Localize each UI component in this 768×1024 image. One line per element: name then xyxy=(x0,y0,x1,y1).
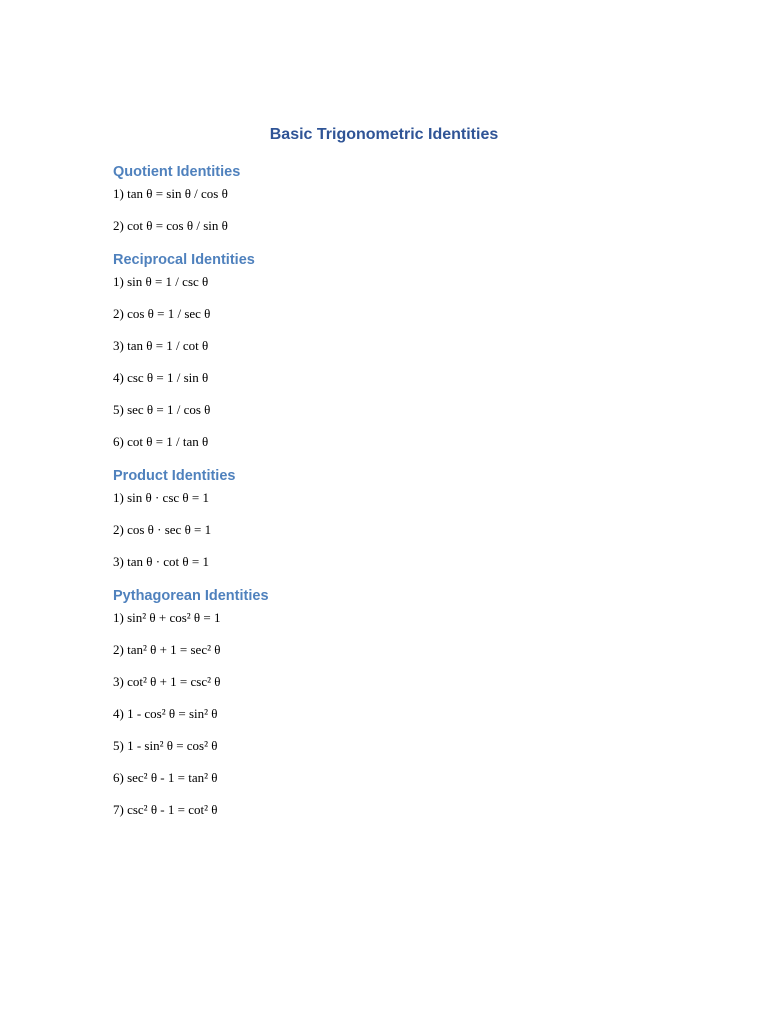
quotient-identity-1: 1) tan θ = sin θ / cos θ xyxy=(113,186,228,201)
product-identity-1: 1) sin θ · csc θ = 1 xyxy=(113,490,209,505)
reciprocal-identity-6: 6) cot θ = 1 / tan θ xyxy=(113,434,209,449)
reciprocal-identity-2: 2) cos θ = 1 / sec θ xyxy=(113,306,211,321)
pythagorean-identity-5: 5) 1 - sin² θ = cos² θ xyxy=(113,738,218,753)
section-heading-pythagorean: Pythagorean Identities xyxy=(113,588,269,604)
reciprocal-identity-5: 5) sec θ = 1 / cos θ xyxy=(113,402,211,417)
reciprocal-identity-3: 3) tan θ = 1 / cot θ xyxy=(113,338,209,353)
product-identity-3: 3) tan θ · cot θ = 1 xyxy=(113,554,209,569)
section-heading-product: Product Identities xyxy=(113,468,236,484)
pythagorean-identity-7: 7) csc² θ - 1 = cot² θ xyxy=(113,802,218,817)
reciprocal-identity-4: 4) csc θ = 1 / sin θ xyxy=(113,370,209,385)
pythagorean-identity-3: 3) cot² θ + 1 = csc² θ xyxy=(113,674,221,689)
section-heading-quotient: Quotient Identities xyxy=(113,164,241,180)
product-identity-2: 2) cos θ · sec θ = 1 xyxy=(113,522,212,537)
document-title: Basic Trigonometric Identities xyxy=(269,126,499,143)
pythagorean-identity-4: 4) 1 - cos² θ = sin² θ xyxy=(113,706,218,721)
reciprocal-identity-1: 1) sin θ = 1 / csc θ xyxy=(113,274,209,289)
section-heading-reciprocal: Reciprocal Identities xyxy=(113,252,255,268)
pythagorean-identity-2: 2) tan² θ + 1 = sec² θ xyxy=(113,642,221,657)
quotient-identity-2: 2) cot θ = cos θ / sin θ xyxy=(113,218,228,233)
pythagorean-identity-1: 1) sin² θ + cos² θ = 1 xyxy=(113,610,221,625)
pythagorean-identity-6: 6) sec² θ - 1 = tan² θ xyxy=(113,770,218,785)
